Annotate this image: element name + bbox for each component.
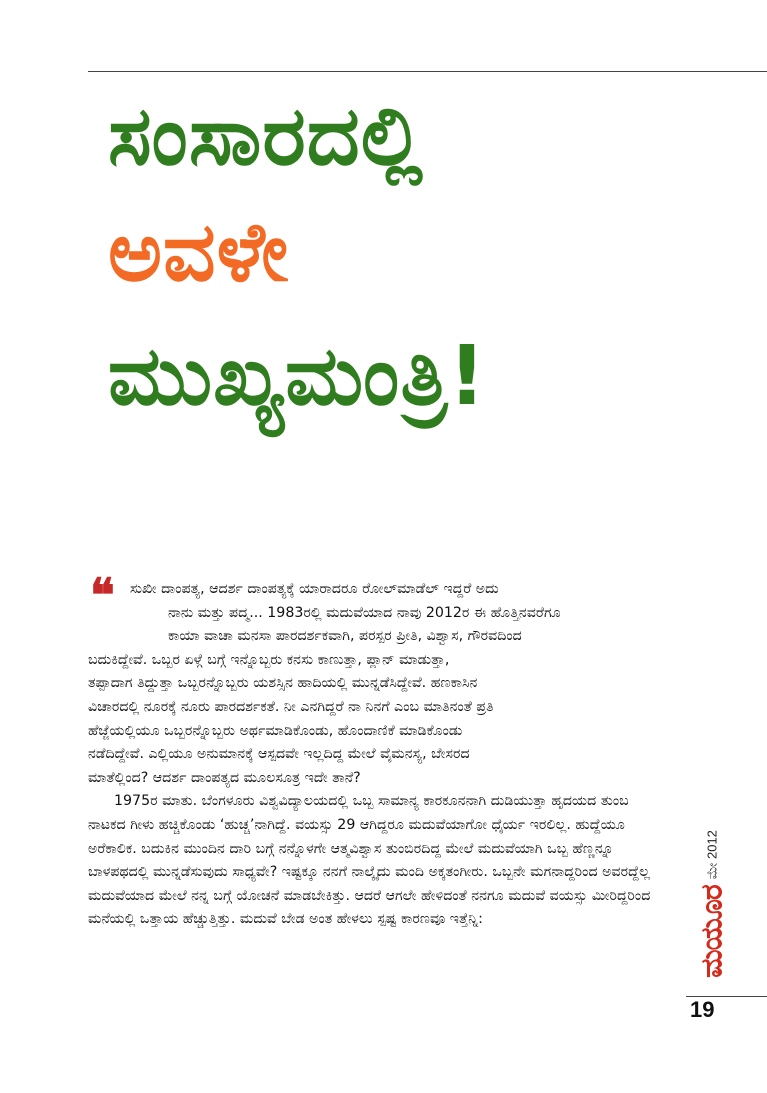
title-line-3: ಮುಖ್ಯಮಂತ್ರಿ! [108, 329, 487, 424]
paragraph-line: ತಪ್ಪಾದಾಗ ತಿದ್ದುತ್ತಾ ಒಬ್ಬರನ್ನೊಬ್ಬರು ಯಶಸ್ಸಿನ ಹಾದಿಯಲ್ಲಿ ಮುನ್ನಡೆಸಿದ್ದೇವೆ. ಹಣಕಾಸಿನ [88, 675, 478, 692]
paragraph-line: ವಿಚಾರದಲ್ಲಿ ನೂರಕ್ಕೆ ನೂರು ಪಾರದರ್ಶಕತೆ. ನೀ ಎನಗಿದ್ದರೆ ನಾ ನಿನಗೆ ಎಂಬ ಮಾತಿನಂತೆ ಪ್ರತಿ [88, 698, 494, 715]
second-paragraph: 1975ರ ಮಾತು. ಬೆಂಗಳೂರು ವಿಶ್ವವಿದ್ಯಾಲಯದಲ್ಲಿ ಒಬ್ಬ ಸಾಮಾನ್ಯ ಕಾರಕೂನನಾಗಿ ದುಡಿಯುತ್ತಾ ಹೃದಯದ ತುಂಬ ನಾಟಕದ ಗೀಳು ಹಚ್ಚಿಕೊಂಡು ‘ಹುಚ್ಚ’ನಾಗಿದ್ದೆ. ವಯಸ್ಸು 29 ಆಗಿದ್ದರೂ ಮದುವೆಯಾಗೋ ಧೈರ್ಯ ಇರಲಿಲ್ಲ. ಹುದ್ದೆಯೂ ಅರೆಕಾಲಿಕ. ಬದುಕಿನ ಮುಂದಿನ ದಾರಿ ಬಗ್ಗೆ ನನ್ನೊಳಗೇ ಆತ್ಮವಿಶ್ವಾಸ ತುಂಬಿರದಿದ್ದ ಮೇಲೆ ಮದುವೆಯಾಗಿ ಒಬ್ಬ ಹೆಣ್ಣನ್ನೂ ಬಾಳಪಥದಲ್ಲಿ ಮುನ್ನಡೆಸುವುದು ಸಾಧ್ಯವೇ? ಇಷ್ಟಕ್ಕೂ ನನಗೆ ನಾಲ್ಕೈದು ಮಂದಿ ಅಕ್ಕತಂಗೀರು. ಒಬ್ಬನೇ ಮಗನಾದ್ದರಿಂದ ಅವರದ್ದೆಲ್ಲ ಮದುವೆಯಾದ ಮೇಲೆ ನನ್ನ ಬಗ್ಗೆ ಯೋಚನೆ ಮಾಡಬೇಕಿತ್ತು. ಆದರೆ ಆಗಲೇ ಹೇಳಿದಂತೆ ನನಗೂ ಮದುವೆ ವಯಸ್ಸು ಮೀರಿದ್ದರಿಂದ ಮನೆಯಲ್ಲಿ ಒತ್ತಾಯ ಹೆಚ್ಚುತ್ತಿತ್ತು. ಮದುವೆ ಬೇಡ ಅಂತ ಹೇಳಲು ಸ್ಪಷ್ಟ ಕಾರಣವೂ ಇತ್ತೆನ್ನಿ: [88, 793, 651, 928]
paragraph-line: ಸುಖೀ ದಾಂಪತ್ಯ, ಆದರ್ಶ ದಾಂಪತ್ಯಕ್ಕೆ ಯಾರಾದರೂ ರೋಲ್‌ಮಾಡೆಲ್ ಇದ್ದರೆ ಅದು [130, 581, 499, 597]
title-line-2: ಅವಳೇ [108, 205, 290, 300]
paragraph-line: ನಡೆದಿದ್ದೇವೆ. ಎಲ್ಲಿಯೂ ಅನುಮಾನಕ್ಕೆ ಆಸ್ಪದವೇ ಇಲ್ಲದಿದ್ದ ಮೇಲೆ ವೈಮನಸ್ಯ, ಬೇಸರದ [88, 746, 470, 763]
paragraph-line: ಮಾತೆಲ್ಲಿಂದ? ಆದರ್ಶ ದಾಂಪತ್ಯದ ಮೂಲಸೂತ್ರ ಇದೇ ತಾನೆ? [88, 769, 361, 786]
magazine-sidebar [686, 818, 738, 990]
title-line-1: ಸಂಸಾರದಲ್ಲಿ [108, 89, 424, 184]
page-number: 19 [690, 997, 715, 1022]
quote-mark-icon: ❝ [90, 568, 115, 622]
magazine-logo: ಮಯೂರ [694, 885, 730, 978]
top-rule [88, 71, 767, 72]
paragraph-line: ಹೆಜ್ಜೆಯಲ್ಲಿಯೂ ಒಬ್ಬರನ್ನೊಬ್ಬರು ಅರ್ಥಮಾಡಿಕೊಂಡು, ಹೊಂದಾಣಿಕೆ ಮಾಡಿಕೊಂಡು [88, 722, 463, 739]
paragraph-line: ಬದುಕಿದ್ದೇವೆ. ಒಬ್ಬರ ಏಳ್ಗೆ ಬಗ್ಗೆ ಇನ್ನೊಬ್ಬರು ಕನಸು ಕಾಣುತ್ತಾ, ಪ್ಲಾನ್ ಮಾಡುತ್ತಾ, [88, 651, 450, 668]
issue-date: ಮೇ 2012 [704, 830, 719, 880]
opening-paragraph [88, 568, 656, 790]
paragraph-line: ಕಾಯಾ ವಾಚಾ ಮನಸಾ ಪಾರದರ್ಶಕವಾಗಿ, ಪರಸ್ಪರ ಪ್ರೀತಿ, ವಿಶ್ವಾಸ, ಗೌರವದಿಂದ [168, 628, 522, 645]
paragraph-line: ನಾನು ಮತ್ತು ಪದ್ಮ... 1983ರಲ್ಲಿ ಮದುವೆಯಾದ ನಾವು 2012ರ ಈ ಹೊತ್ತಿನವರೆಗೂ [168, 604, 561, 621]
article-body [88, 568, 656, 932]
